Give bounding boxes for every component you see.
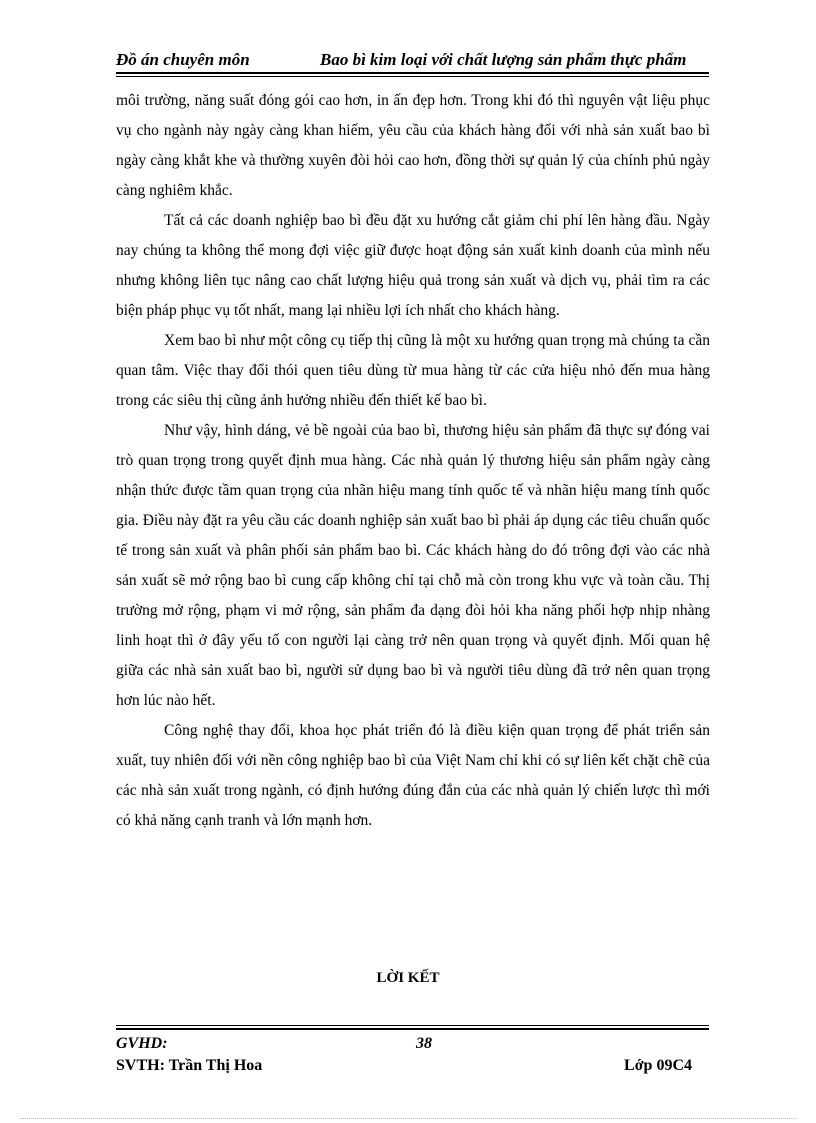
footer-rule-bottom xyxy=(116,1028,709,1030)
header-rule-top xyxy=(116,72,709,74)
paragraph-3: Xem bao bì như một công cụ tiếp thị cũng là một xu hướng quan trọng mà chúng ta cần quan tâm. Việc thay đổi thói quen tiêu dùng từ mua hàng từ các cửa hiệu nhỏ đến mua hàng trong các siêu thị cũng ảnh hưởng nhiều đến thiết kế bao bì. xyxy=(116,332,710,409)
paragraph-2: Tất cả các doanh nghiệp bao bì đều đặt xu hướng cắt giảm chi phí lên hàng đầu. Ngày nay chúng ta không thể mong đợi việc giữ được hoạt động sản xuất kinh doanh của mình nếu nhưng không liên tục nâng cao chất lượng hiệu quả trong sản xuất và dịch vụ, phải tìm ra các biện pháp phục vụ tốt nhất, mang lại nhiều lợi ích nhất cho khách hàng. xyxy=(116,212,710,319)
header-course-title: Đồ án chuyên môn xyxy=(116,50,250,69)
paragraph-1: môi trường, năng suất đóng gói cao hơn, in ấn đẹp hơn. Trong khi đó thì nguyên vật liệu phục vụ cho ngành này ngày càng khan hiếm, yêu cầu của khách hàng đối với nhà sản xuất bao bì ngày càng khắt khe và thường xuyên đòi hỏi cao hơn, đồng thời sự quản lý của chính phủ ngày càng nghiêm khắc. xyxy=(116,92,710,199)
footer-class: Lớp 09C4 xyxy=(624,1057,692,1074)
paragraph-4: Như vậy, hình dáng, vẻ bề ngoài của bao bì, thương hiệu sản phẩm đã thực sự đóng vai trò quan trọng trong quyết định mua hàng. Các nhà quản lý thương hiệu sản phẩm ngày càng nhận thức được tầm quan trọng của nhãn hiệu mang tính quốc tế và nhãn hiệu mang tính quốc gia. Điều này đặt ra yêu cầu các doanh nghiệp sản xuất bao bì phải áp dụng các tiêu chuẩn quốc tế trong sản xuất và phân phối sản phẩm bao bì. Các khách hàng do đó trông đợi vào các nhà sản xuất sẽ mở rộng bao bì cung cấp không chỉ tại chỗ mà còn trong khu vực và toàn cầu. Thị trường mở rộng, phạm vi mở rộng, sản phẩm đa dạng đòi hỏi kha năng phối hợp nhịp nhàng linh hoạt thì ở đây yếu tố con người lại càng trở nên quan trọng và quyết định. Mối quan hệ giữa các nhà sản xuất bao bì, người sử dụng bao bì và người tiêu dùng đã trở nên quan trọng hơn lúc nào hết. xyxy=(116,422,710,709)
paragraph-5: Công nghệ thay đổi, khoa học phát triển đó là điều kiện quan trọng để phát triển sản xuất, tuy nhiên đối với nền công nghiệp bao bì của Việt Nam chỉ khi có sự liên kết chặt chẽ của các nhà sản xuất trong ngành, có định hướng đúng đắn của các nhà quản lý chiến lược thì mới có khả năng cạnh tranh và lớn mạnh hơn. xyxy=(116,722,710,829)
footer-advisor-label: GVHD: xyxy=(116,1035,168,1052)
document-body xyxy=(116,86,710,836)
section-title: LỜI KẾT xyxy=(376,970,440,986)
header-document-title: Bao bì kim loại với chất lượng sản phẩm thực phẩm xyxy=(320,50,687,69)
page-edge-divider xyxy=(20,1118,796,1119)
footer-student: SVTH: Trần Thị Hoa xyxy=(116,1057,263,1074)
header-rule-bottom xyxy=(116,76,709,77)
page-header xyxy=(116,50,708,70)
page-number: 38 xyxy=(416,1035,432,1052)
footer-rule-top xyxy=(116,1025,709,1026)
